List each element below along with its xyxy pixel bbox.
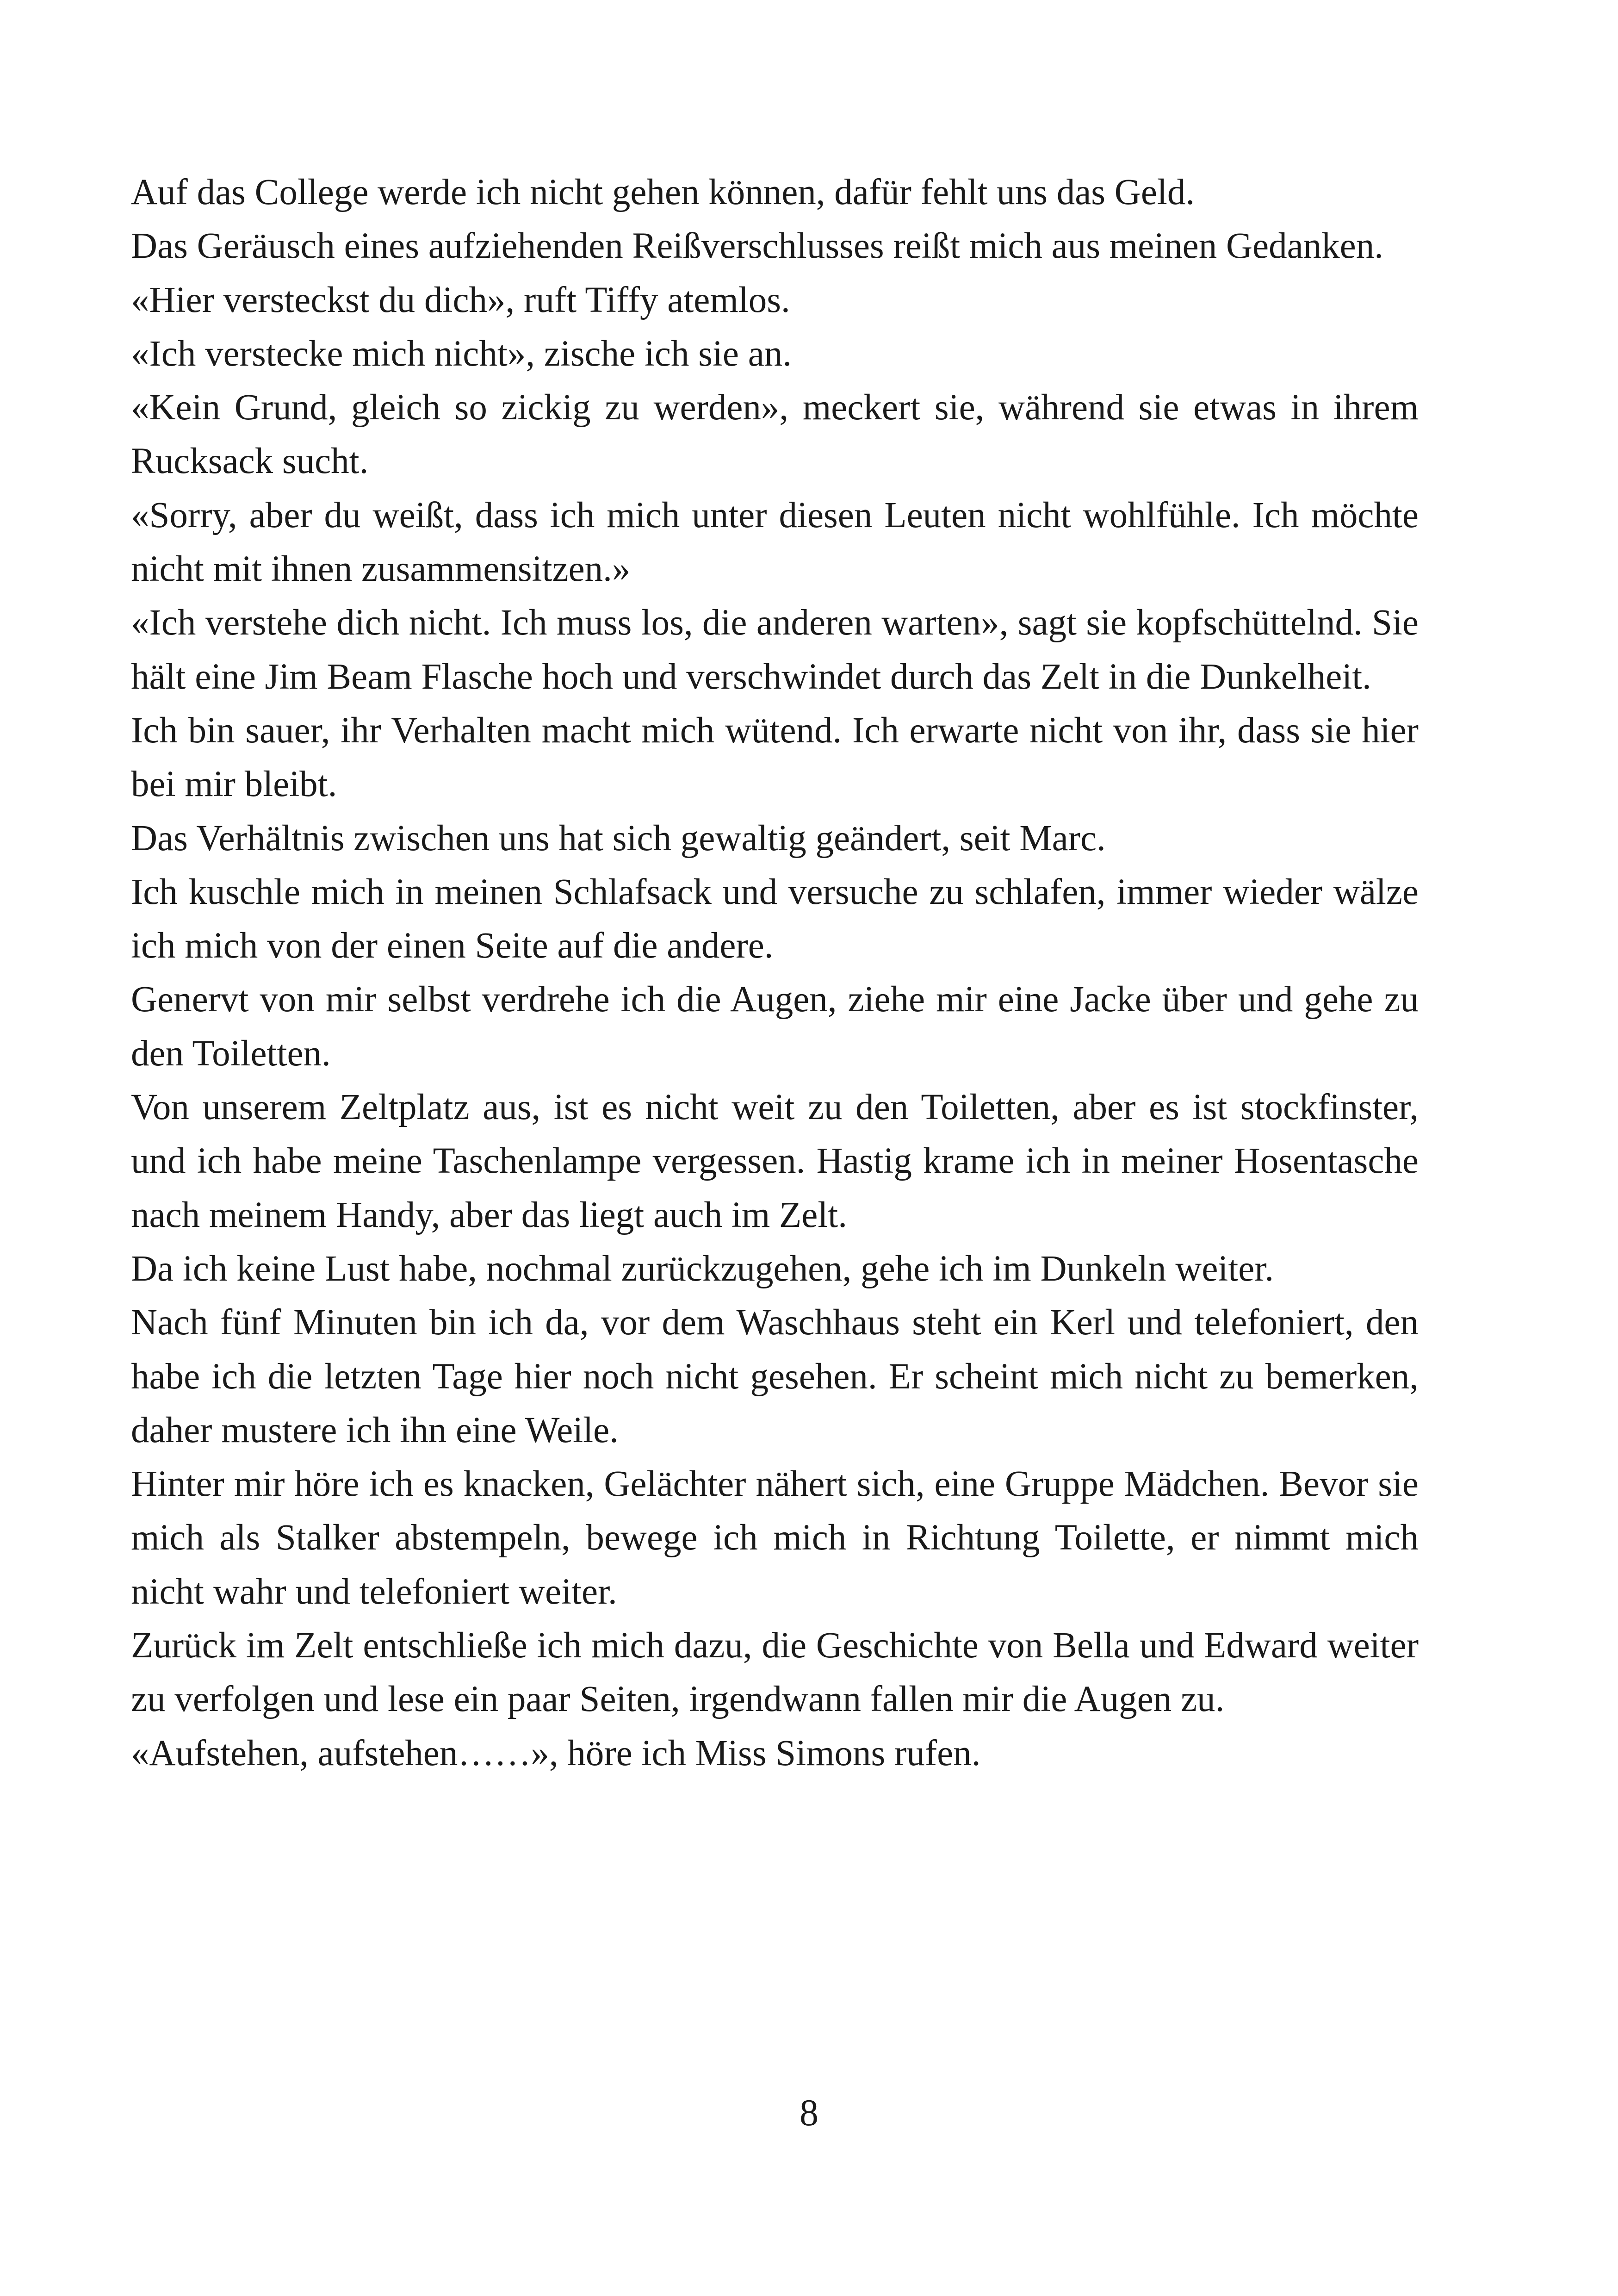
paragraph: Genervt von mir selbst verdrehe ich die Augen, ziehe mir eine Jacke über und gehe zu den Toiletten. — [131, 979, 1419, 1074]
page-number: 8 — [800, 2091, 818, 2134]
paragraph: Auf das College werde ich nicht gehen können, dafür fehlt uns das Geld. — [131, 172, 1195, 212]
paragraph: «Aufstehen, aufstehen……», höre ich Miss Simons rufen. — [131, 1733, 981, 1773]
paragraph: «Ich verstehe dich nicht. Ich muss los, die anderen warten», sagt sie kopfschüttelnd. Sie hält eine Jim Beam Flasche hoch und verschwindet durch das Zelt in die Dunkelheit. — [131, 603, 1419, 697]
paragraph: «Hier versteckst du dich», ruft Tiffy atemlos. — [131, 280, 790, 320]
paragraph: Von unserem Zeltplatz aus, ist es nicht weit zu den Toiletten, aber es ist stockfinster, und ich habe meine Taschenlampe vergessen. Hastig krame ich in meiner Hosentasche nach meinem Handy, aber das liegt auch im Zelt. — [131, 1087, 1419, 1235]
paragraph: Ich kuschle mich in meinen Schlafsack und versuche zu schlafen, immer wieder wälze ich mich von der einen Seite auf die andere. — [131, 871, 1419, 966]
paragraph: Das Geräusch eines aufziehenden Reißverschlusses reißt mich aus meinen Gedanken. — [131, 226, 1383, 267]
paragraph: «Sorry, aber du weißt, dass ich mich unter diesen Leuten nicht wohlfühle. Ich möchte nicht mit ihnen zusammensitzen.» — [131, 495, 1419, 590]
paragraph: «Ich verstecke mich nicht», zische ich sie an. — [131, 333, 792, 374]
body-text — [131, 166, 1419, 1780]
paragraph: Ich bin sauer, ihr Verhalten macht mich wütend. Ich erwarte nicht von ihr, dass sie hier bei mir bleibt. — [131, 710, 1419, 805]
paragraph: Nach fünf Minuten bin ich da, vor dem Waschhaus steht ein Kerl und telefoniert, den habe ich die letzten Tage hier noch nicht gesehen. Er scheint mich nicht zu bemerken, daher mustere ich ihn eine Weile. — [131, 1302, 1419, 1450]
paragraph: Zurück im Zelt entschließe ich mich dazu, die Geschichte von Bella und Edward weiter zu verfolgen und lese ein paar Seiten, irgendwann fallen mir die Augen zu. — [131, 1625, 1419, 1720]
paragraph: Das Verhältnis zwischen uns hat sich gewaltig geändert, seit Marc. — [131, 818, 1106, 859]
paragraph: Da ich keine Lust habe, nochmal zurückzugehen, gehe ich im Dunkeln weiter. — [131, 1248, 1274, 1289]
paragraph: Hinter mir höre ich es knacken, Gelächter nähert sich, eine Gruppe Mädchen. Bevor sie mich als Stalker abstempeln, bewege ich mich in Richtung Toilette, er nimmt mich nicht wahr und telefoniert weiter. — [131, 1464, 1419, 1612]
paragraph: «Kein Grund, gleich so zickig zu werden», meckert sie, während sie etwas in ihrem Rucksack sucht. — [131, 387, 1419, 482]
